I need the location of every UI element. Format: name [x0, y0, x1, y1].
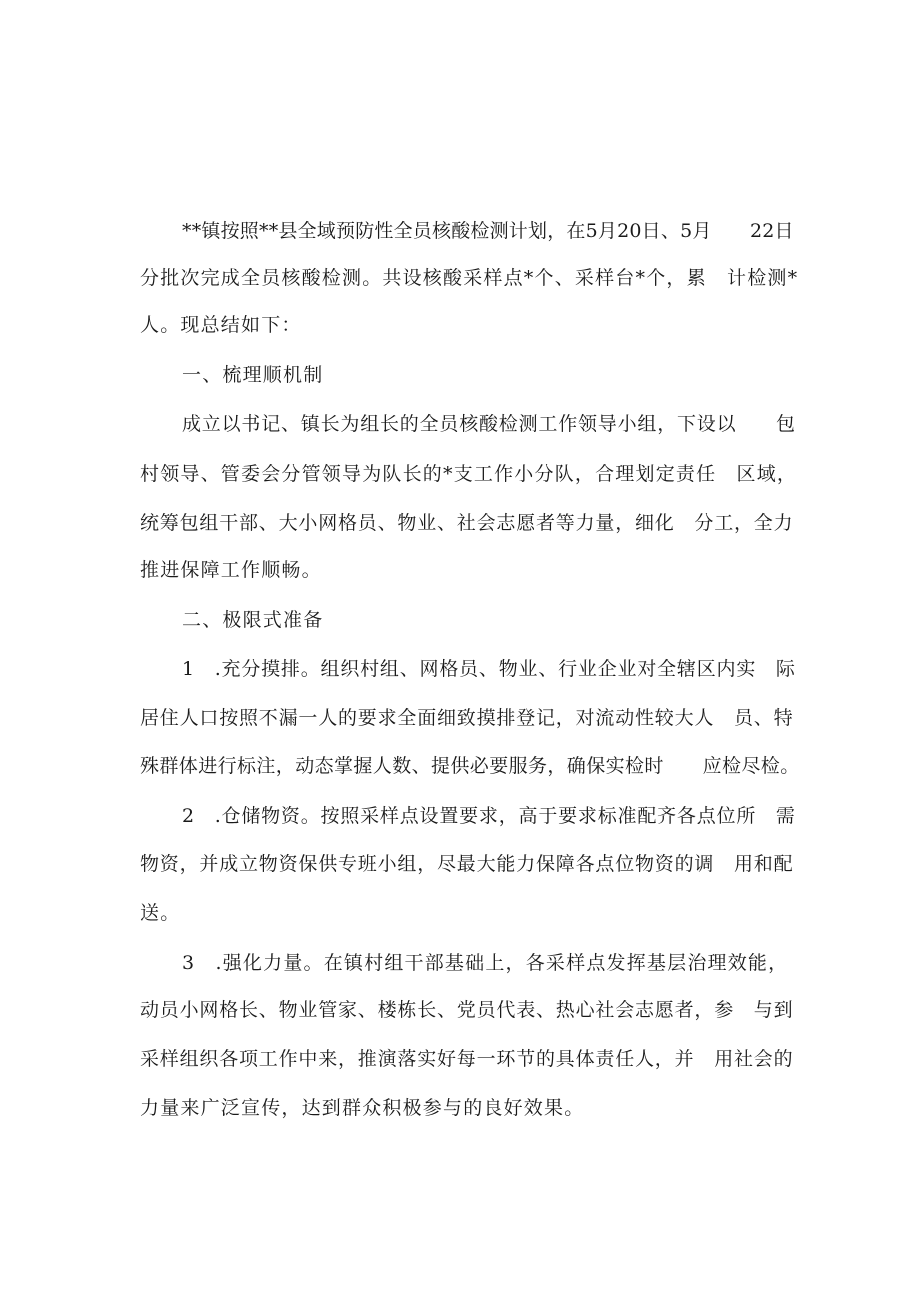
para1-line-3: 统筹包组干部、大小网格员、物业、社会志愿者等力量，细化 分工，全力	[140, 512, 794, 534]
item2-line-2: 物资，并成立物资保供专班小组，尽最大能力保障各点位物资的调 用和配	[140, 853, 794, 875]
item1-line-2: 居住人口按照不漏一人的要求全面细致摸排登记，对流动性较大人 员、特	[140, 707, 794, 729]
item2-line-3: 送。	[140, 902, 181, 924]
item1-line-1: 1 .充分摸排。组织村组、网格员、物业、行业企业对全辖区内实 际	[182, 658, 796, 680]
item2-line-1: 2 .仓储物资。按照采样点设置要求，高于要求标准配齐各点位所 需	[182, 805, 796, 827]
item3-line-1: 3 .强化力量。在镇村组干部基础上，各采样点发挥基层治理效能，	[182, 952, 789, 974]
intro-line-1: **镇按照**县全域预防性全员核酸检测计划，在5月20日、5月 22日	[182, 220, 794, 242]
item1-line-3: 殊群体进行标注，动态掌握人数、提供必要服务，确保实检时 应检尽检。	[140, 755, 800, 777]
intro-line-2: 分批次完成全员核酸检测。共设核酸采样点*个、采样台*个，累 计检测*	[140, 267, 799, 289]
para1-line-1: 成立以书记、镇长为组长的全员核酸检测工作领导小组，下设以 包	[182, 413, 796, 435]
item3-line-2: 动员小网格长、物业管家、楼栋长、党员代表、热心社会志愿者，参 与到	[140, 999, 794, 1021]
item3-line-4: 力量来广泛宣传，达到群众积极参与的良好效果。	[140, 1097, 585, 1119]
para1-line-4: 推进保障工作顺畅。	[140, 559, 322, 581]
section-heading-2: 二、极限式准备	[182, 609, 324, 631]
section-heading-1: 一、梳理顺机制	[182, 364, 324, 386]
intro-line-3: 人。现总结如下：	[140, 314, 302, 336]
item3-line-3: 采样组织各项工作中来，推演落实好每一环节的具体责任人，并 用社会的	[140, 1048, 794, 1070]
para1-line-2: 村领导、管委会分管领导为队长的*支工作小分队，合理划定责任 区域，	[140, 463, 798, 485]
